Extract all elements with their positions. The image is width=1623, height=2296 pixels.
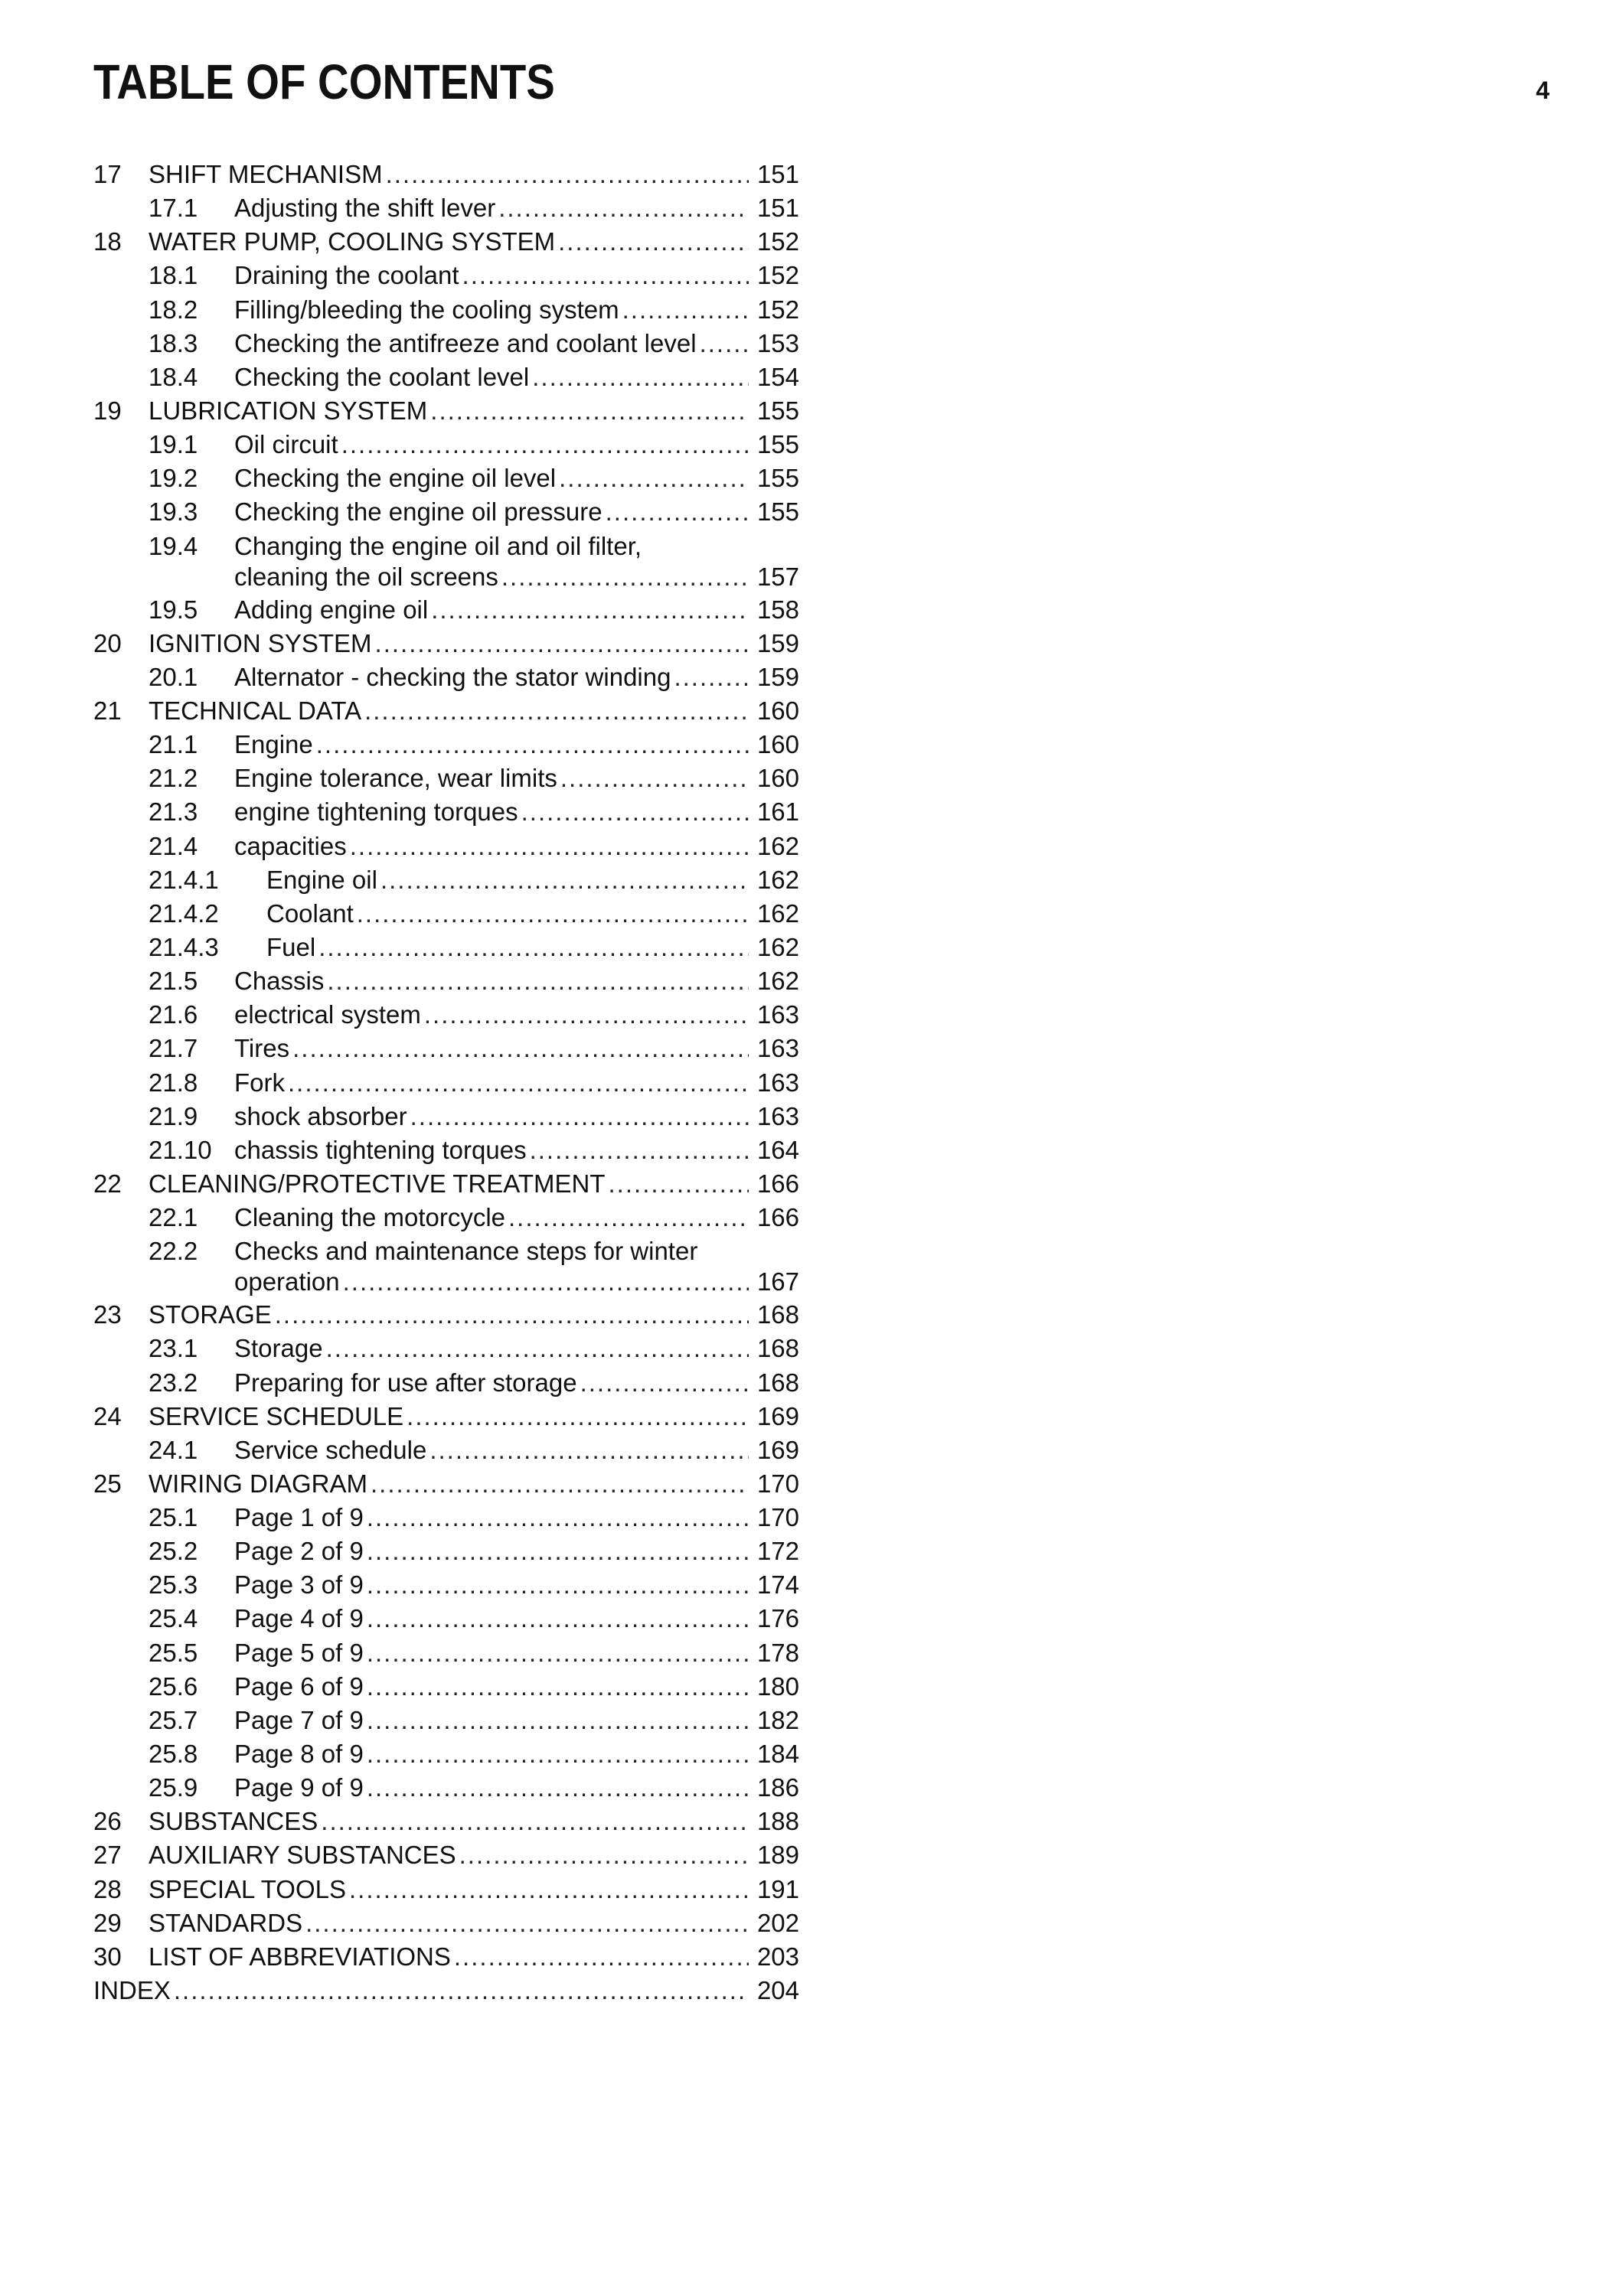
toc-entry-page: 166	[756, 1169, 799, 1198]
toc-entry-number: 21	[93, 696, 122, 725]
toc-entry-number: 24	[93, 1401, 122, 1430]
toc-entry[interactable]	[93, 1534, 799, 1568]
toc-entry-number: 17	[93, 160, 122, 188]
toc-entry-label: cleaning the oil screens	[234, 562, 498, 591]
toc-entry-page: 166	[756, 1203, 799, 1232]
toc-entry-page: 188	[756, 1807, 799, 1836]
toc-entry[interactable]	[93, 998, 799, 1032]
dot-leader	[380, 863, 749, 897]
toc-entry-label: AUXILIARY SUBSTANCES	[149, 1841, 456, 1870]
toc-entry-label: Page 8 of 9	[234, 1740, 364, 1769]
toc-entry-number: 18.3	[149, 328, 198, 357]
toc-entry-page: 158	[756, 595, 799, 624]
toc-entry[interactable]	[93, 1568, 799, 1602]
dot-leader	[321, 1805, 749, 1838]
toc-entry[interactable]	[93, 530, 799, 593]
toc-entry-label: Engine	[234, 730, 313, 759]
dot-leader	[429, 1433, 749, 1467]
toc-entry-label: Changing the engine oil and oil filter,	[234, 531, 642, 560]
dot-leader	[327, 964, 749, 998]
toc-entry-number: 21.4.3	[149, 932, 219, 961]
toc-entry-label: Checking the coolant level	[234, 362, 530, 391]
toc-entry-page: 168	[756, 1334, 799, 1363]
toc-entry-number: 23.2	[149, 1368, 198, 1397]
dot-leader	[367, 1602, 749, 1636]
toc-entry-label: Page 7 of 9	[234, 1705, 364, 1734]
toc-entry-number: 28	[93, 1874, 122, 1903]
toc-entry[interactable]	[93, 1501, 799, 1534]
dot-leader	[343, 1265, 749, 1299]
toc-entry[interactable]	[93, 293, 799, 327]
toc-entry-label: Checking the engine oil pressure	[234, 497, 603, 527]
toc-entry-number: 18.2	[149, 295, 198, 324]
toc-entry-label: SHIFT MECHANISM	[149, 160, 383, 188]
toc-entry-label: Engine oil	[266, 865, 377, 894]
toc-entry-number: 19.2	[149, 464, 198, 493]
toc-entry[interactable]	[93, 897, 799, 931]
toc-entry[interactable]	[93, 1032, 799, 1065]
toc-entry-number: 21.7	[149, 1034, 198, 1063]
toc-entry-page: 162	[756, 865, 799, 894]
toc-entry-page: 182	[756, 1705, 799, 1734]
toc-entry-page: 157	[756, 562, 799, 591]
toc-entry[interactable]	[93, 1771, 799, 1805]
toc-entry-page: 169	[756, 1401, 799, 1430]
dot-leader	[532, 360, 749, 394]
toc-entry-page: 152	[756, 261, 799, 290]
toc-entry-label: Checking the engine oil level	[234, 464, 557, 493]
toc-entry-number: 19	[93, 396, 122, 425]
toc-entry[interactable]	[93, 728, 799, 762]
toc-entry-number: 21.3	[149, 797, 198, 827]
toc-entry-page: 151	[756, 194, 799, 223]
toc-entry[interactable]	[93, 593, 799, 627]
toc-entry[interactable]	[93, 1873, 799, 1906]
toc-entry[interactable]	[93, 327, 799, 360]
toc-entry-label: Alternator - checking the stator winding	[234, 662, 671, 691]
dot-leader	[318, 931, 749, 964]
toc-entry-page: 178	[756, 1638, 799, 1667]
toc-entry-page: 155	[756, 497, 799, 527]
toc-entry-label: Checking the antifreeze and coolant level	[234, 328, 697, 357]
toc-entry-label: Coolant	[266, 899, 354, 928]
toc-entry[interactable]	[93, 1400, 799, 1433]
dot-leader	[367, 1568, 749, 1602]
dot-leader	[622, 293, 749, 327]
toc-entry-number: 21.6	[149, 1000, 198, 1029]
toc-entry-number: 21.5	[149, 967, 198, 996]
dot-leader	[462, 259, 749, 292]
page-number: 4	[1536, 77, 1550, 104]
toc-entry-page: 160	[756, 696, 799, 725]
toc-entry-number: 21.2	[149, 764, 198, 793]
dot-leader	[275, 1298, 749, 1332]
toc-entry-label: Page 9 of 9	[234, 1773, 364, 1802]
toc-entry-number: 21.4	[149, 831, 198, 860]
dot-leader	[700, 327, 749, 360]
toc-entry[interactable]	[93, 360, 799, 394]
toc-entry-label: Preparing for use after storage	[234, 1368, 577, 1397]
dot-leader	[367, 1771, 749, 1805]
dot-leader	[424, 998, 749, 1032]
toc-entry-label: WIRING DIAGRAM	[149, 1469, 367, 1498]
toc-entry-label: IGNITION SYSTEM	[149, 628, 372, 657]
toc-entry-page: 163	[756, 1101, 799, 1130]
dot-leader	[430, 394, 749, 428]
toc-entry-number: 25.5	[149, 1638, 198, 1667]
toc-entry-number: 25.9	[149, 1773, 198, 1802]
toc-entry-page: 153	[756, 328, 799, 357]
toc-entry-page: 170	[756, 1469, 799, 1498]
dot-leader	[375, 627, 749, 660]
toc-entry-number: 22.1	[149, 1203, 198, 1232]
toc-entry-number: 26	[93, 1807, 122, 1836]
toc-entry[interactable]	[93, 1805, 799, 1838]
toc-entry-number: 21.1	[149, 730, 198, 759]
dot-leader	[371, 1467, 749, 1501]
toc-entry-number: 20	[93, 628, 122, 657]
toc-entry[interactable]	[93, 1433, 799, 1467]
toc-entry-page: 189	[756, 1841, 799, 1870]
toc-entry[interactable]	[93, 394, 799, 428]
toc-entry[interactable]	[93, 191, 799, 225]
toc-entry-label: Service schedule	[234, 1435, 427, 1464]
toc-entry-number: 19.1	[149, 430, 198, 459]
toc-entry-label: engine tightening torques	[234, 797, 518, 827]
toc-entry[interactable]	[93, 694, 799, 728]
toc-entry[interactable]	[93, 1838, 799, 1872]
toc-entry[interactable]	[93, 1906, 799, 1940]
toc-entry-label: Page 4 of 9	[234, 1604, 364, 1633]
toc-entry-number: 27	[93, 1841, 122, 1870]
toc-entry-number: 25.8	[149, 1740, 198, 1769]
toc-entry[interactable]	[93, 1670, 799, 1704]
toc-entry-label: STORAGE	[149, 1300, 272, 1329]
toc-entry[interactable]	[93, 428, 799, 461]
toc-entry[interactable]	[93, 863, 799, 897]
dot-leader	[454, 1940, 749, 1974]
toc-entry-label: Engine tolerance, wear limits	[234, 764, 557, 793]
toc-entry-number: 25.6	[149, 1671, 198, 1701]
toc-entry-number: 23	[93, 1300, 122, 1329]
toc-entry[interactable]	[93, 1167, 799, 1201]
toc-entry-number: 21.8	[149, 1068, 198, 1097]
dot-leader	[316, 728, 749, 762]
toc-entry-page: 186	[756, 1773, 799, 1802]
toc-entry-page: 152	[756, 227, 799, 256]
toc-entry-number: 19.3	[149, 497, 198, 527]
toc-entry-label: shock absorber	[234, 1101, 407, 1130]
toc-entry-page: 176	[756, 1604, 799, 1633]
dot-leader	[431, 593, 749, 627]
toc-entry-label: Fuel	[266, 932, 316, 961]
dot-leader	[364, 694, 749, 728]
toc-entry-number: 20.1	[149, 662, 198, 691]
toc-entry[interactable]	[93, 259, 799, 292]
toc-entry-number: 29	[93, 1908, 122, 1937]
toc-entry[interactable]	[93, 1366, 799, 1400]
toc-entry[interactable]	[93, 225, 799, 259]
toc-entry-page: 168	[756, 1368, 799, 1397]
toc-entry-number: 22.2	[149, 1237, 198, 1266]
toc-entry-page: 169	[756, 1435, 799, 1464]
dot-leader	[609, 1167, 749, 1201]
toc-entry-number: 25.7	[149, 1705, 198, 1734]
toc-entry-label: Fork	[234, 1068, 285, 1097]
toc-entry-number: 19.5	[149, 595, 198, 624]
toc-entry-label: LUBRICATION SYSTEM	[149, 396, 428, 425]
toc-entry-number: 18.1	[149, 261, 198, 290]
toc-entry[interactable]	[93, 964, 799, 998]
toc-entry-label: chassis tightening torques	[234, 1135, 527, 1164]
toc-entry-label: Checks and maintenance steps for winter	[234, 1237, 698, 1266]
toc-entry[interactable]	[93, 1133, 799, 1167]
toc-entry-label: Oil circuit	[234, 430, 338, 459]
toc-entry-label: Tires	[234, 1034, 290, 1063]
dot-leader	[410, 1100, 749, 1133]
toc-entry-page: 163	[756, 1000, 799, 1029]
toc-entry-label: Cleaning the motorcycle	[234, 1203, 506, 1232]
toc-entry-number: 21.4.2	[149, 899, 219, 928]
toc-entry-page: 160	[756, 764, 799, 793]
dot-leader	[174, 1974, 749, 2007]
toc-entry-page: 203	[756, 1942, 799, 1971]
toc-entry-page: 155	[756, 464, 799, 493]
dot-leader	[580, 1366, 749, 1400]
page-title: TABLE OF CONTENTS	[93, 54, 555, 109]
dot-leader	[367, 1501, 749, 1534]
toc-entry-label: Storage	[234, 1334, 323, 1363]
toc-entry-label: Page 3 of 9	[234, 1570, 364, 1600]
toc-entry-page: 155	[756, 430, 799, 459]
toc-entry[interactable]	[93, 830, 799, 863]
toc-entry-number: 25	[93, 1469, 122, 1498]
toc-entry[interactable]	[93, 931, 799, 964]
toc-entry[interactable]	[93, 1201, 799, 1234]
toc-entry-page: 170	[756, 1503, 799, 1532]
toc-entry-label: WATER PUMP, COOLING SYSTEM	[149, 227, 556, 256]
dot-leader	[357, 897, 749, 931]
dot-leader	[367, 1670, 749, 1704]
toc-entry-page: 164	[756, 1135, 799, 1164]
dot-leader	[367, 1636, 749, 1670]
toc-entry-label: STANDARDS	[149, 1908, 303, 1937]
toc-entry[interactable]	[93, 1974, 799, 2007]
dot-leader	[288, 1066, 749, 1100]
toc-entry-page: 155	[756, 396, 799, 425]
toc-entry-page: 159	[756, 662, 799, 691]
toc-entry-page: 162	[756, 831, 799, 860]
toc-entry-label: SUBSTANCES	[149, 1807, 318, 1836]
toc-entry-page: 151	[756, 160, 799, 188]
toc-entry-number: 18	[93, 227, 122, 256]
toc-entry-number: 17.1	[149, 194, 198, 223]
toc-entry-page: 202	[756, 1908, 799, 1937]
toc-entry-number: 25.4	[149, 1604, 198, 1633]
dot-leader	[350, 830, 749, 863]
toc-entry-number: 25.1	[149, 1503, 198, 1532]
dot-leader	[530, 1133, 749, 1167]
dot-leader	[341, 428, 749, 461]
toc-entry-label: Page 1 of 9	[234, 1503, 364, 1532]
toc-entry-label: SERVICE SCHEDULE	[149, 1401, 404, 1430]
toc-entry[interactable]	[93, 1737, 799, 1771]
toc-entry-page: 163	[756, 1068, 799, 1097]
toc-entry[interactable]	[93, 1602, 799, 1636]
dot-leader	[501, 560, 749, 594]
toc-entry[interactable]	[93, 461, 799, 495]
dot-leader	[560, 762, 749, 795]
toc-entry-number: 21.9	[149, 1101, 198, 1130]
toc-entry-page: 184	[756, 1740, 799, 1769]
toc-entry[interactable]	[93, 660, 799, 694]
toc-entry-label: INDEX	[93, 1976, 171, 2005]
toc-entry-label: electrical system	[234, 1000, 421, 1029]
toc-entry-label: operation	[234, 1267, 340, 1296]
toc-entry-page: 161	[756, 797, 799, 827]
toc-entry-number: 25.3	[149, 1570, 198, 1600]
toc-entry-page: 172	[756, 1537, 799, 1566]
toc-entry-label: Adding engine oil	[234, 595, 429, 624]
dot-leader	[367, 1704, 749, 1737]
toc-entry-page: 152	[756, 295, 799, 324]
toc-entry-number: 21.4.1	[149, 865, 219, 894]
toc-entry-page: 191	[756, 1874, 799, 1903]
dot-leader	[349, 1873, 749, 1906]
dot-leader	[559, 461, 749, 495]
toc-entry-label: Page 5 of 9	[234, 1638, 364, 1667]
toc-entry-label: Filling/bleeding the cooling system	[234, 295, 619, 324]
toc-entry-page: 180	[756, 1671, 799, 1701]
toc-entry-label: Chassis	[234, 967, 325, 996]
dot-leader	[326, 1332, 749, 1365]
toc-entry[interactable]	[93, 627, 799, 660]
toc-entry-page: 162	[756, 932, 799, 961]
toc-entry-page: 162	[756, 899, 799, 928]
toc-entry-number: 19.4	[149, 531, 198, 560]
toc-entry-page: 159	[756, 628, 799, 657]
dot-leader	[606, 495, 749, 529]
toc-entry-page: 204	[756, 1976, 799, 2005]
toc-entry-page: 154	[756, 362, 799, 391]
toc-entry-page: 160	[756, 730, 799, 759]
toc-entry-page: 167	[756, 1267, 799, 1296]
toc-entry-label: capacities	[234, 831, 347, 860]
toc-entry[interactable]	[93, 1940, 799, 1974]
toc-entry[interactable]	[93, 158, 799, 191]
toc-entry-number: 22	[93, 1169, 122, 1198]
toc-entry[interactable]	[93, 1467, 799, 1501]
dot-leader	[407, 1400, 749, 1433]
toc-entry[interactable]	[93, 1100, 799, 1133]
table-of-contents	[93, 158, 799, 2007]
toc-entry-label: SPECIAL TOOLS	[149, 1874, 347, 1903]
toc-entry-page: 162	[756, 967, 799, 996]
toc-entry-number: 24.1	[149, 1435, 198, 1464]
dot-leader	[292, 1032, 749, 1065]
dot-leader	[508, 1201, 749, 1234]
toc-entry-label: CLEANING/PROTECTIVE TREATMENT	[149, 1169, 606, 1198]
toc-entry-page: 163	[756, 1034, 799, 1063]
toc-entry[interactable]	[93, 1234, 799, 1298]
toc-entry[interactable]	[93, 495, 799, 529]
toc-entry[interactable]	[93, 1636, 799, 1670]
toc-entry-number: 25.2	[149, 1537, 198, 1566]
toc-entry[interactable]	[93, 1066, 799, 1100]
toc-entry-number: 21.10	[149, 1135, 212, 1164]
toc-entry[interactable]	[93, 1298, 799, 1332]
dot-leader	[498, 191, 749, 225]
dot-leader	[558, 225, 749, 259]
dot-leader	[674, 660, 749, 694]
toc-entry-number: 18.4	[149, 362, 198, 391]
toc-entry-label: Page 6 of 9	[234, 1671, 364, 1701]
toc-entry[interactable]	[93, 795, 799, 829]
toc-entry-page: 168	[756, 1300, 799, 1329]
toc-entry-label: TECHNICAL DATA	[149, 696, 362, 725]
toc-entry[interactable]	[93, 1704, 799, 1737]
toc-entry-page: 174	[756, 1570, 799, 1600]
toc-entry-label: Page 2 of 9	[234, 1537, 364, 1566]
toc-entry-number: 23.1	[149, 1334, 198, 1363]
dot-leader	[521, 795, 749, 829]
toc-entry[interactable]	[93, 762, 799, 795]
dot-leader	[459, 1838, 749, 1872]
toc-entry-label: LIST OF ABBREVIATIONS	[149, 1942, 451, 1971]
toc-entry-number: 30	[93, 1942, 122, 1971]
toc-entry-label: Draining the coolant	[234, 261, 459, 290]
dot-leader	[367, 1737, 749, 1771]
dot-leader	[386, 158, 749, 191]
dot-leader	[305, 1906, 749, 1940]
toc-entry-label: Adjusting the shift lever	[234, 194, 496, 223]
dot-leader	[367, 1534, 749, 1568]
toc-entry[interactable]	[93, 1332, 799, 1365]
